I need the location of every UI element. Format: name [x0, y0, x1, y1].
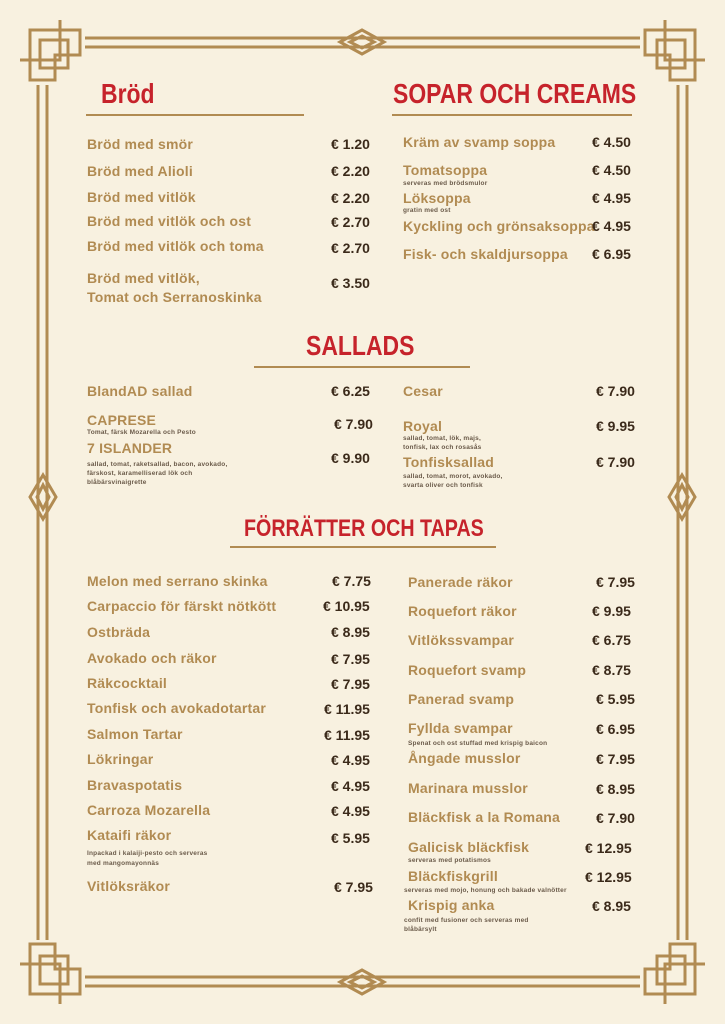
menu-item-name: Salmon Tartar: [87, 726, 183, 742]
menu-item-name: Carpaccio för färskt nötkött: [87, 598, 277, 614]
menu-item-name: Kyckling och grönsaksoppa: [403, 218, 595, 234]
menu-item-price: € 12.95: [585, 869, 632, 885]
menu-item-name: Fisk- och skaldjursoppa: [403, 246, 568, 262]
menu-item-name: Löksoppa: [403, 190, 471, 206]
heading-brod: Bröd: [101, 78, 155, 109]
menu-item-price: € 12.95: [585, 840, 632, 856]
menu-item-price: € 8.75: [592, 662, 631, 678]
menu-item-name: 7 ISLANDER: [87, 440, 173, 456]
side-ornament-icon: [669, 475, 695, 519]
menu-item-price: € 7.90: [596, 383, 635, 399]
menu-item-name: Lökringar: [87, 751, 154, 767]
side-ornament-icon: [30, 475, 56, 519]
menu-item-name: Bravaspotatis: [87, 777, 183, 793]
menu-item-price: € 7.75: [332, 573, 371, 589]
menu-item-price: € 4.95: [592, 218, 631, 234]
menu-item-price: € 7.90: [596, 454, 635, 470]
menu-item-note: Inpackad i kalaiji-pesto och serveras: [87, 850, 208, 857]
heading-forratter: FÖRRÄTTER OCH TAPAS: [244, 515, 484, 542]
menu-item-note: blåbärsylt: [404, 926, 437, 933]
menu-item-name: Kräm av svamp soppa: [403, 134, 556, 150]
menu-item-note: serveras med mojo, honung och bakade valnötter: [404, 887, 567, 894]
menu-item-name: Bläckfisk a la Romana: [408, 809, 561, 825]
menu-item-price: € 7.95: [334, 879, 373, 895]
menu-item-note: tonfisk, lax och rosasås: [403, 444, 482, 451]
menu-item-price: € 4.95: [592, 190, 631, 206]
menu-item-name: Bröd med vitlök och ost: [87, 213, 252, 229]
menu-item-price: € 5.95: [331, 830, 370, 846]
menu-item-name: Melon med serrano skinka: [87, 573, 268, 589]
menu-item-price: € 11.95: [324, 701, 370, 717]
menu-item-price: € 6.25: [331, 383, 370, 399]
corner-knot-icon: [645, 20, 705, 80]
menu-item-price: € 1.20: [331, 136, 370, 152]
menu-item-note: Spenat och ost stuffad med krispig baicon: [408, 740, 548, 747]
divider: [254, 366, 470, 368]
menu-item-name: Tonfisksallad: [403, 454, 495, 470]
menu-item-note: gratin med ost: [403, 207, 451, 214]
menu-item-price: € 2.20: [331, 163, 370, 179]
menu-item-name: Bröd med vitlök och toma: [87, 238, 264, 254]
menu-item-note: färskost, karamelliserad lök och: [87, 470, 193, 477]
menu-item-name: CAPRESE: [87, 412, 157, 428]
menu-item-name: Fyllda svampar: [408, 720, 513, 736]
menu-item-name: Räkcocktail: [87, 675, 168, 691]
divider: [230, 546, 496, 548]
menu-item-name: Panerade räkor: [408, 574, 513, 590]
menu-item-price: € 6.95: [592, 246, 631, 262]
menu-item-price: € 2.70: [331, 240, 370, 256]
menu-item-name: Roquefort svamp: [408, 662, 527, 678]
menu-item-name: Vitlöksräkor: [87, 878, 171, 894]
top-ornament-icon: [340, 30, 384, 54]
menu-item-note: sallad, tomat, lök, majs,: [403, 435, 481, 442]
menu-item-name-line2: Tomat och Serranoskinka: [87, 289, 262, 305]
menu-item-price: € 4.50: [592, 162, 631, 178]
menu-item-price: € 7.90: [334, 416, 373, 432]
menu-item-price: € 6.75: [592, 632, 631, 648]
heading-sopar: SOPAR OCH CREAMS: [393, 78, 637, 109]
menu-item-price: € 7.95: [596, 751, 635, 767]
menu-item-price: € 2.20: [331, 190, 370, 206]
menu-item-note: serveras med potatismos: [408, 857, 491, 864]
menu-item-name: Bläckfiskgrill: [408, 868, 498, 884]
menu-item-name: Tonfisk och avokadotartar: [87, 700, 267, 716]
menu-item-note: confit med fusioner och serveras med: [404, 917, 529, 924]
menu-item-name: Galicisk bläckfisk: [408, 839, 530, 855]
menu-item-price: € 9.95: [596, 418, 635, 434]
menu-item-price: € 6.95: [596, 721, 635, 737]
menu-item-price: € 7.95: [331, 651, 370, 667]
menu-item-price: € 8.95: [596, 781, 635, 797]
menu-item-name: BlandAD sallad: [87, 383, 193, 399]
corner-knot-icon: [20, 20, 80, 80]
menu-item-price: € 4.95: [331, 752, 370, 768]
menu-item-note: sallad, tomat, morot, avokado,: [403, 473, 503, 480]
menu-item-price: € 11.95: [324, 727, 370, 743]
menu-item-price: € 8.95: [331, 624, 370, 640]
menu-item-price: € 8.95: [592, 898, 631, 914]
menu-item-name: Cesar: [403, 383, 443, 399]
menu-item-name: Bröd med Alioli: [87, 163, 193, 179]
menu-item-note: svarta oliver och tonfisk: [403, 482, 483, 489]
menu-item-name: Bröd med vitlök,: [87, 270, 200, 286]
menu-item-name: Vitlökssvampar: [408, 632, 515, 648]
menu-item-price: € 10.95: [323, 598, 370, 614]
menu-item-price: € 4.50: [592, 134, 631, 150]
menu-item-price: € 9.95: [592, 603, 631, 619]
menu-item-price: € 5.95: [596, 691, 635, 707]
menu-item-price: € 3.50: [331, 275, 370, 291]
menu-item-note: sallad, tomat, raketsallad, bacon, avokado,: [87, 461, 228, 468]
menu-item-name: Avokado och räkor: [87, 650, 217, 666]
menu-item-name: Marinara musslor: [408, 780, 528, 796]
menu-item-price: € 7.95: [596, 574, 635, 590]
menu-item-name: Roquefort räkor: [408, 603, 517, 619]
menu-item-name: Ångade musslor: [408, 750, 521, 766]
menu-item-name: Ostbräda: [87, 624, 151, 640]
menu-item-name: Kataifi räkor: [87, 827, 172, 843]
menu-item-name: Royal: [403, 418, 443, 434]
corner-knot-icon: [645, 944, 705, 1004]
menu-item-price: € 4.95: [331, 778, 370, 794]
menu-item-name: Carroza Mozarella: [87, 802, 211, 818]
divider: [86, 114, 304, 116]
menu-item-name: Bröd med smör: [87, 136, 194, 152]
menu-item-price: € 7.95: [331, 676, 370, 692]
menu-item-name: Panerad svamp: [408, 691, 515, 707]
menu-item-name: Krispig anka: [408, 897, 495, 913]
menu-item-name: Bröd med vitlök: [87, 189, 196, 205]
menu-item-note: blåbärsvinaigrette: [87, 479, 147, 486]
bottom-ornament-icon: [340, 970, 384, 994]
menu-item-price: € 4.95: [331, 803, 370, 819]
menu-item-name: Tomatsoppa: [403, 162, 488, 178]
menu-item-price: € 7.90: [596, 810, 635, 826]
menu-item-note: med mangomayonnäs: [87, 860, 160, 867]
menu-item-price: € 2.70: [331, 214, 370, 230]
menu-item-price: € 9.90: [331, 450, 370, 466]
heading-sallads: SALLADS: [306, 330, 415, 361]
menu-item-note: Tomat, färsk Mozarella och Pesto: [87, 429, 196, 436]
corner-knot-icon: [20, 944, 80, 1004]
divider: [392, 114, 632, 116]
menu-item-note: serveras med brödsmulor: [403, 180, 488, 187]
